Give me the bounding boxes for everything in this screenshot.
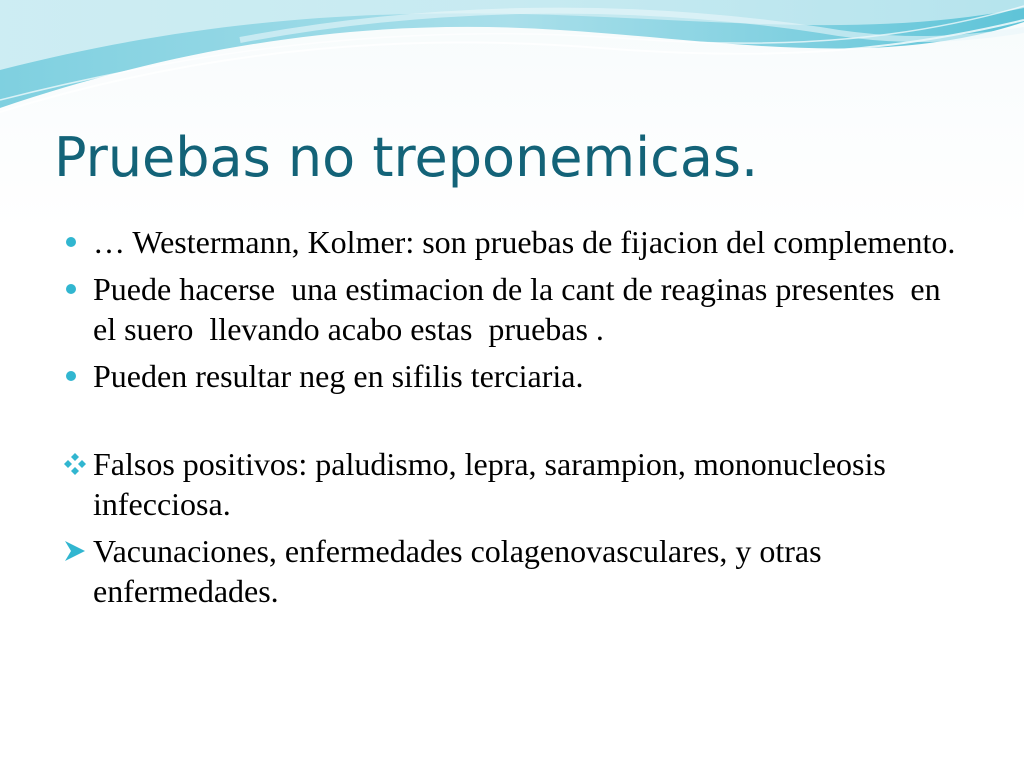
list-item bbox=[62, 531, 962, 611]
list-item-text: Falsos positivos: paludismo, lepra, sarampion, mononucleosis infecciosa. bbox=[93, 446, 894, 522]
round-bullet-icon bbox=[62, 269, 90, 309]
list-item bbox=[62, 444, 962, 524]
round-bullet-icon bbox=[62, 222, 90, 262]
slide-title: Pruebas no treponemicas. bbox=[54, 126, 759, 189]
header-wave-decoration bbox=[0, 0, 1024, 130]
list-item bbox=[62, 269, 962, 349]
bullet-list bbox=[62, 222, 962, 618]
round-bullet-icon bbox=[62, 356, 90, 396]
arrowhead-icon bbox=[62, 531, 90, 571]
list-item-text: Vacunaciones, enfermedades colagenovasculares, y otras enfermedades. bbox=[93, 533, 830, 609]
diamond-cluster-icon bbox=[62, 444, 90, 484]
list-item-text: Puede hacerse una estimacion de la cant de reaginas presentes en el suero llevando acabo estas pruebas . bbox=[93, 271, 949, 347]
list-item bbox=[62, 356, 962, 396]
list-item-text: Pueden resultar neg en sifilis terciaria. bbox=[93, 358, 584, 394]
list-item bbox=[62, 222, 962, 262]
list-item-text: … Westermann, Kolmer: son pruebas de fijacion del complemento. bbox=[93, 224, 956, 260]
